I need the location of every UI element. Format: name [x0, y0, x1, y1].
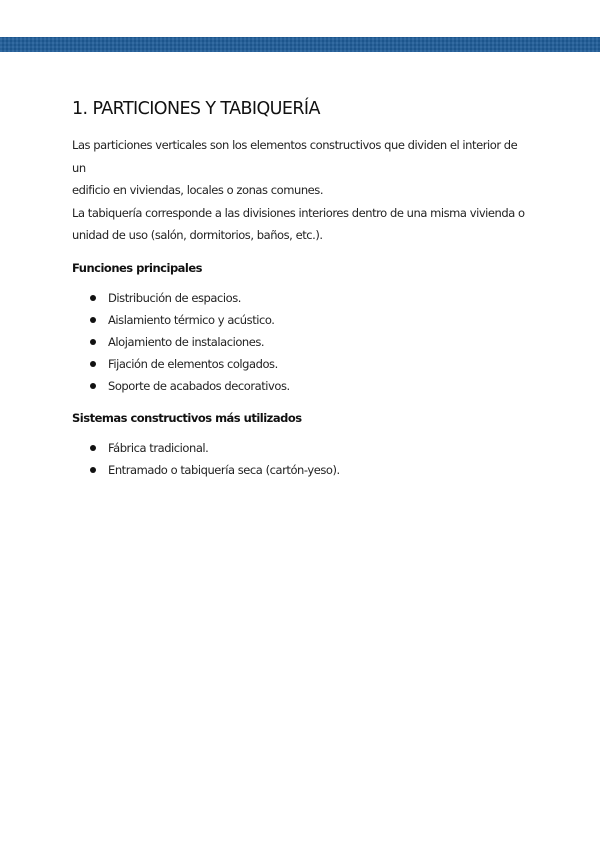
- list-item: [90, 309, 532, 331]
- list-item: [90, 331, 532, 353]
- bullet-icon: [90, 467, 96, 473]
- bullet-icon: [90, 339, 96, 345]
- funciones-list: [72, 287, 532, 397]
- section-heading-sistemas: Sistemas constructivos más utilizados: [72, 410, 302, 425]
- bullet-icon: [90, 361, 96, 367]
- list-item-text: Fábrica tradicional.: [108, 440, 209, 455]
- sistemas-list: [72, 437, 532, 481]
- header-band: [0, 37, 600, 52]
- intro-line: edificio en viviendas, locales o zonas comunes.: [72, 183, 324, 197]
- page-title: 1. PARTICIONES Y TABIQUERÍA: [72, 99, 320, 119]
- intro-line: Las particiones verticales son los elementos constructivos que dividen el interior de un: [72, 138, 518, 175]
- intro-paragraph: [72, 134, 532, 247]
- document-body: [72, 96, 532, 481]
- bullet-icon: [90, 295, 96, 301]
- list-item: [90, 437, 532, 459]
- list-item: [90, 459, 532, 481]
- list-item-text: Soporte de acabados decorativos.: [108, 378, 290, 393]
- section-heading-funciones: Funciones principales: [72, 260, 203, 275]
- list-item: [90, 353, 532, 375]
- list-item-text: Fijación de elementos colgados.: [108, 356, 278, 371]
- bullet-icon: [90, 445, 96, 451]
- list-item: [90, 287, 532, 309]
- list-item-text: Distribución de espacios.: [108, 290, 241, 305]
- intro-line: La tabiquería corresponde a las divisiones interiores dentro de una misma vivienda o: [72, 205, 525, 220]
- bullet-icon: [90, 317, 96, 323]
- list-item: [90, 375, 532, 397]
- list-item-text: Alojamiento de instalaciones.: [108, 334, 265, 349]
- list-item-text: Aislamiento térmico y acústico.: [108, 312, 275, 327]
- bullet-icon: [90, 383, 96, 389]
- intro-line: unidad de uso (salón, dormitorios, baños, etc.).: [72, 228, 323, 242]
- list-item-text: Entramado o tabiquería seca (cartón-yeso).: [108, 462, 340, 477]
